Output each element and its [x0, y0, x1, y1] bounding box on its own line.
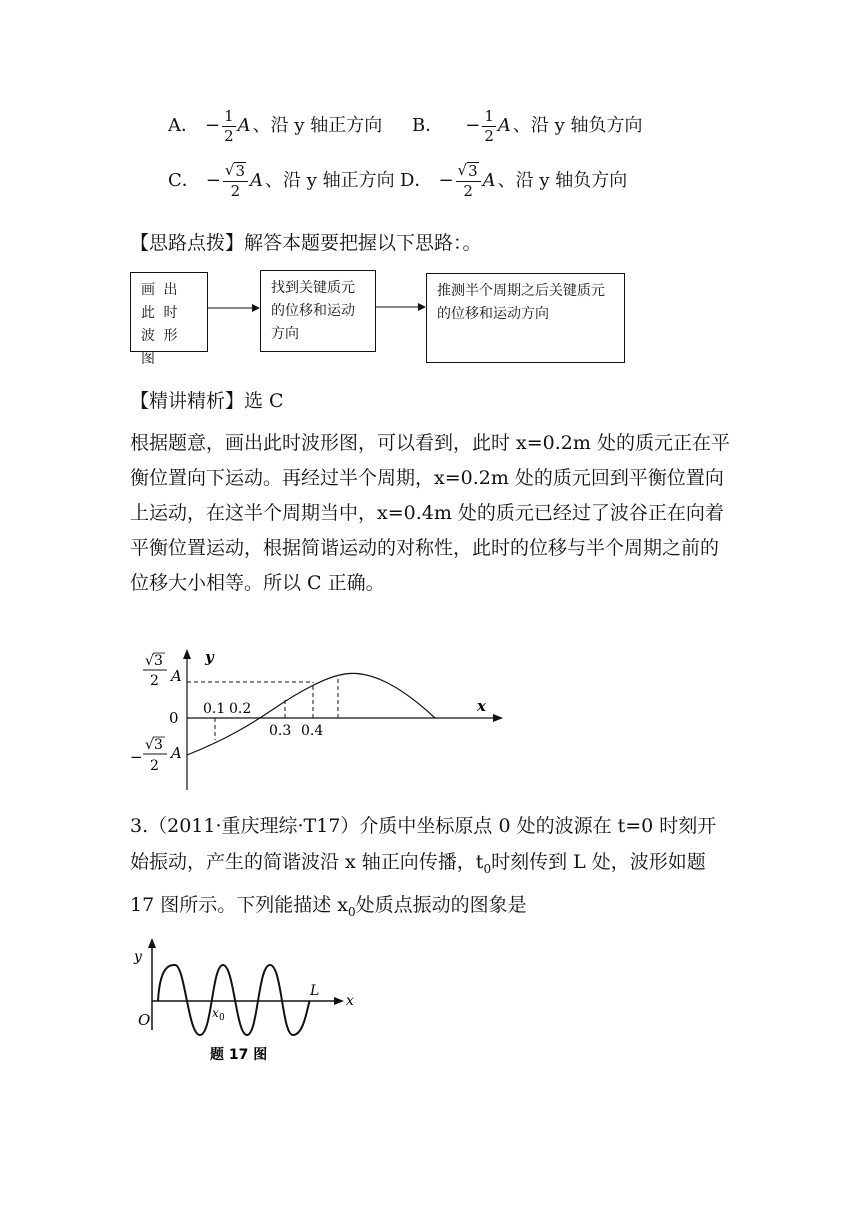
wave-x-label: x — [477, 697, 486, 715]
option-d-den: 2 — [463, 181, 473, 200]
option-b — [412, 108, 643, 145]
hint-line — [130, 228, 482, 255]
option-c-fraction — [223, 162, 248, 200]
wave-bottom-num: 3 — [154, 737, 163, 753]
option-b-text: 、沿 y 轴负方向 — [512, 115, 643, 137]
wave-bottom-minus: − — [130, 748, 143, 766]
fig17-y-label: y — [134, 949, 142, 965]
wave-x-arrow-icon — [493, 714, 503, 722]
flow-arrow-1 — [208, 304, 260, 312]
fig17-x0-sub: 0 — [219, 1013, 225, 1023]
fig17-y-arrow-icon — [148, 938, 156, 948]
option-c-den: 2 — [230, 181, 241, 200]
option-a — [168, 108, 382, 145]
flow-box-3: 推测半个周期之后关键质元的位移和运动方向 — [426, 273, 625, 363]
wave-tick-04: 0.4 — [301, 723, 324, 739]
question3-text — [130, 808, 730, 930]
fig17-L-label: L — [310, 983, 320, 999]
analysis-heading-line — [130, 386, 284, 413]
option-c-minus: − — [205, 169, 221, 191]
sqrt-icon: √ — [457, 161, 468, 179]
fig17-x-arrow-icon — [334, 997, 344, 1005]
option-a-text: 、沿 y 轴正方向 — [252, 115, 383, 137]
question3-p1-tail: 时刻传到 L 处，波形如题 17 图所示。下列能描述 x — [130, 851, 706, 916]
wave-origin-label: 0 — [169, 709, 179, 727]
wave-y-label: y — [205, 648, 214, 666]
flow-box-1: 画 出 此 时 波 形 图 — [130, 272, 208, 352]
analysis-heading: 【精讲精析】 — [130, 390, 245, 412]
sqrt-icon: √ — [224, 161, 235, 179]
option-b-fraction — [482, 108, 496, 145]
wave-top-sqrt-icon: √ — [145, 653, 154, 669]
fig17-x-label: x — [346, 993, 354, 1009]
option-c-text: 、沿 y 轴正方向 — [264, 169, 395, 191]
wave-bottom-sqrt-icon: √ — [145, 737, 154, 753]
option-d-minus: − — [438, 169, 454, 191]
option-d-var: A — [482, 169, 496, 191]
flow-arrows — [208, 296, 428, 316]
fig17-origin-label: O — [138, 1011, 151, 1029]
wave-tick-02: 0.2 — [229, 701, 252, 717]
hint-heading: 【思路点拨】 — [130, 232, 245, 254]
fig17-wave-curve — [158, 965, 310, 1035]
option-c — [168, 162, 395, 200]
question3-t0-sub: 0 — [483, 861, 492, 876]
option-d-fraction — [456, 162, 481, 200]
question3-p2-tail: 处质点振动的图象是 — [355, 893, 527, 916]
flow-arrow-2 — [376, 303, 426, 311]
wave-top-den: 2 — [150, 673, 159, 689]
analysis-answer: 选 C — [244, 390, 284, 412]
hint-text: 解答本题要把握以下思路：。 — [244, 232, 482, 254]
fig17-x0-label: x — [212, 1006, 219, 1020]
figure-17 — [130, 935, 370, 1075]
wave-tick-01: 0.1 — [203, 701, 226, 717]
option-a-letter: A． — [168, 115, 199, 137]
question3-x0-sub: 0 — [347, 904, 356, 919]
option-c-letter: C． — [168, 169, 200, 191]
wave-bottom-den: 2 — [150, 758, 159, 774]
option-b-var: A — [497, 115, 511, 137]
wave-y-arrow-icon — [183, 649, 191, 659]
option-d-text: 、沿 y 轴负方向 — [497, 169, 628, 191]
option-d-num — [456, 162, 481, 182]
option-d-letter: D． — [400, 169, 433, 191]
fig17-caption: 题 17 图 — [210, 1047, 268, 1063]
option-a-minus: − — [205, 115, 221, 137]
option-b-minus: − — [465, 115, 481, 137]
wave-tick-03: 0.3 — [269, 723, 292, 739]
option-c-radicand: 3 — [235, 162, 245, 180]
option-d-radicand: 3 — [468, 162, 478, 180]
flow-box-2: 找到关键质元的位移和运动方向 — [260, 270, 376, 352]
wave-graph — [125, 645, 515, 795]
option-b-den: 2 — [484, 126, 494, 145]
wave-top-var: A — [171, 667, 182, 685]
analysis-body: 根据题意，画出此时波形图，可以看到，此时 x=0.2m 处的质元正在平衡位置向下运动。再经过半个周期，x=0.2m 处的质元回到平衡位置向上运动，在这半个周期当中，x=0.4m 处的质元已经过了波谷正在向着平衡位置运动，根据简谐运动的对称性，此时的位移与半个周期之前的位移大小相等。所以 C 正确。 — [130, 432, 730, 594]
option-c-num — [223, 162, 248, 182]
option-a-num: 1 — [224, 107, 234, 125]
option-a-fraction — [222, 108, 236, 145]
option-c-var: A — [249, 169, 263, 191]
option-d — [400, 162, 627, 200]
wave-bottom-var: A — [171, 744, 182, 762]
question3-p1: 3.（2011·重庆理综·T17）介质中坐标原点 0 处的波源在 t=0 时刻开始振动，产生的简谐波沿 x 轴正向传播，t — [130, 815, 717, 873]
option-a-den: 2 — [224, 126, 234, 145]
wave-top-num: 3 — [154, 653, 163, 669]
option-b-num: 1 — [484, 107, 494, 125]
option-b-letter: B． — [412, 115, 444, 137]
option-a-var: A — [237, 115, 251, 137]
